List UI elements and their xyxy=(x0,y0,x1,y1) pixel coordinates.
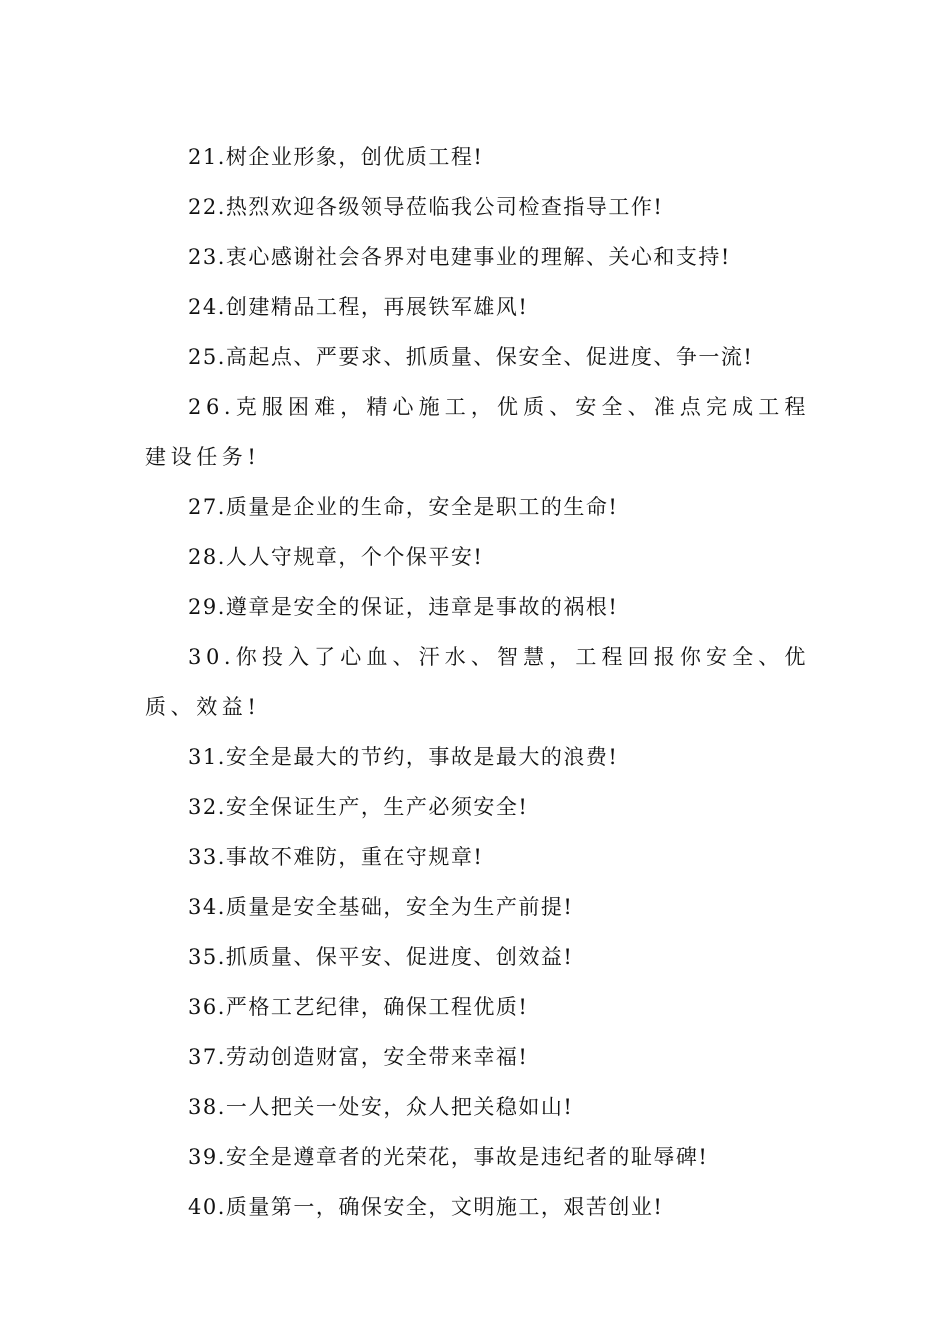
slogan-item: 40.质量第一，确保安全，文明施工，艰苦创业! xyxy=(188,1195,664,1219)
slogan-item: 26.克服困难，精心施工，优质、安全、准点完成工程建设任务! xyxy=(145,395,810,469)
slogan-item: 38.一人把关一处安，众人把关稳如山! xyxy=(188,1095,574,1119)
slogan-item: 27.质量是企业的生命，安全是职工的生命! xyxy=(188,495,619,519)
slogan-item: 39.安全是遵章者的光荣花，事故是违纪者的耻辱碑! xyxy=(188,1145,709,1169)
slogan-item: 24.创建精品工程，再展铁军雄风! xyxy=(188,295,529,319)
slogan-item: 23.衷心感谢社会各界对电建事业的理解、关心和支持! xyxy=(188,245,731,269)
slogan-item: 31.安全是最大的节约，事故是最大的浪费! xyxy=(188,745,619,769)
slogan-item: 32.安全保证生产，生产必须安全! xyxy=(188,795,529,819)
slogan-item: 22.热烈欢迎各级领导莅临我公司检查指导工作! xyxy=(188,195,664,219)
slogan-item: 28.人人守规章，个个保平安! xyxy=(188,545,484,569)
slogan-item: 34.质量是安全基础，安全为生产前提! xyxy=(188,895,574,919)
slogan-item: 37.劳动创造财富，安全带来幸福! xyxy=(188,1045,529,1069)
slogan-item: 33.事故不难防，重在守规章! xyxy=(188,845,484,869)
slogan-item: 29.遵章是安全的保证，违章是事故的祸根! xyxy=(188,595,619,619)
slogan-item: 30.你投入了心血、汗水、智慧，工程回报你安全、优质、效益! xyxy=(145,645,810,719)
slogan-item: 25.高起点、严要求、抓质量、保安全、促进度、争一流! xyxy=(188,345,754,369)
slogan-item: 35.抓质量、保平安、促进度、创效益! xyxy=(188,945,574,969)
slogan-item: 21.树企业形象，创优质工程! xyxy=(188,145,484,169)
slogan-list xyxy=(145,132,810,1232)
slogan-item: 36.严格工艺纪律，确保工程优质! xyxy=(188,995,529,1019)
